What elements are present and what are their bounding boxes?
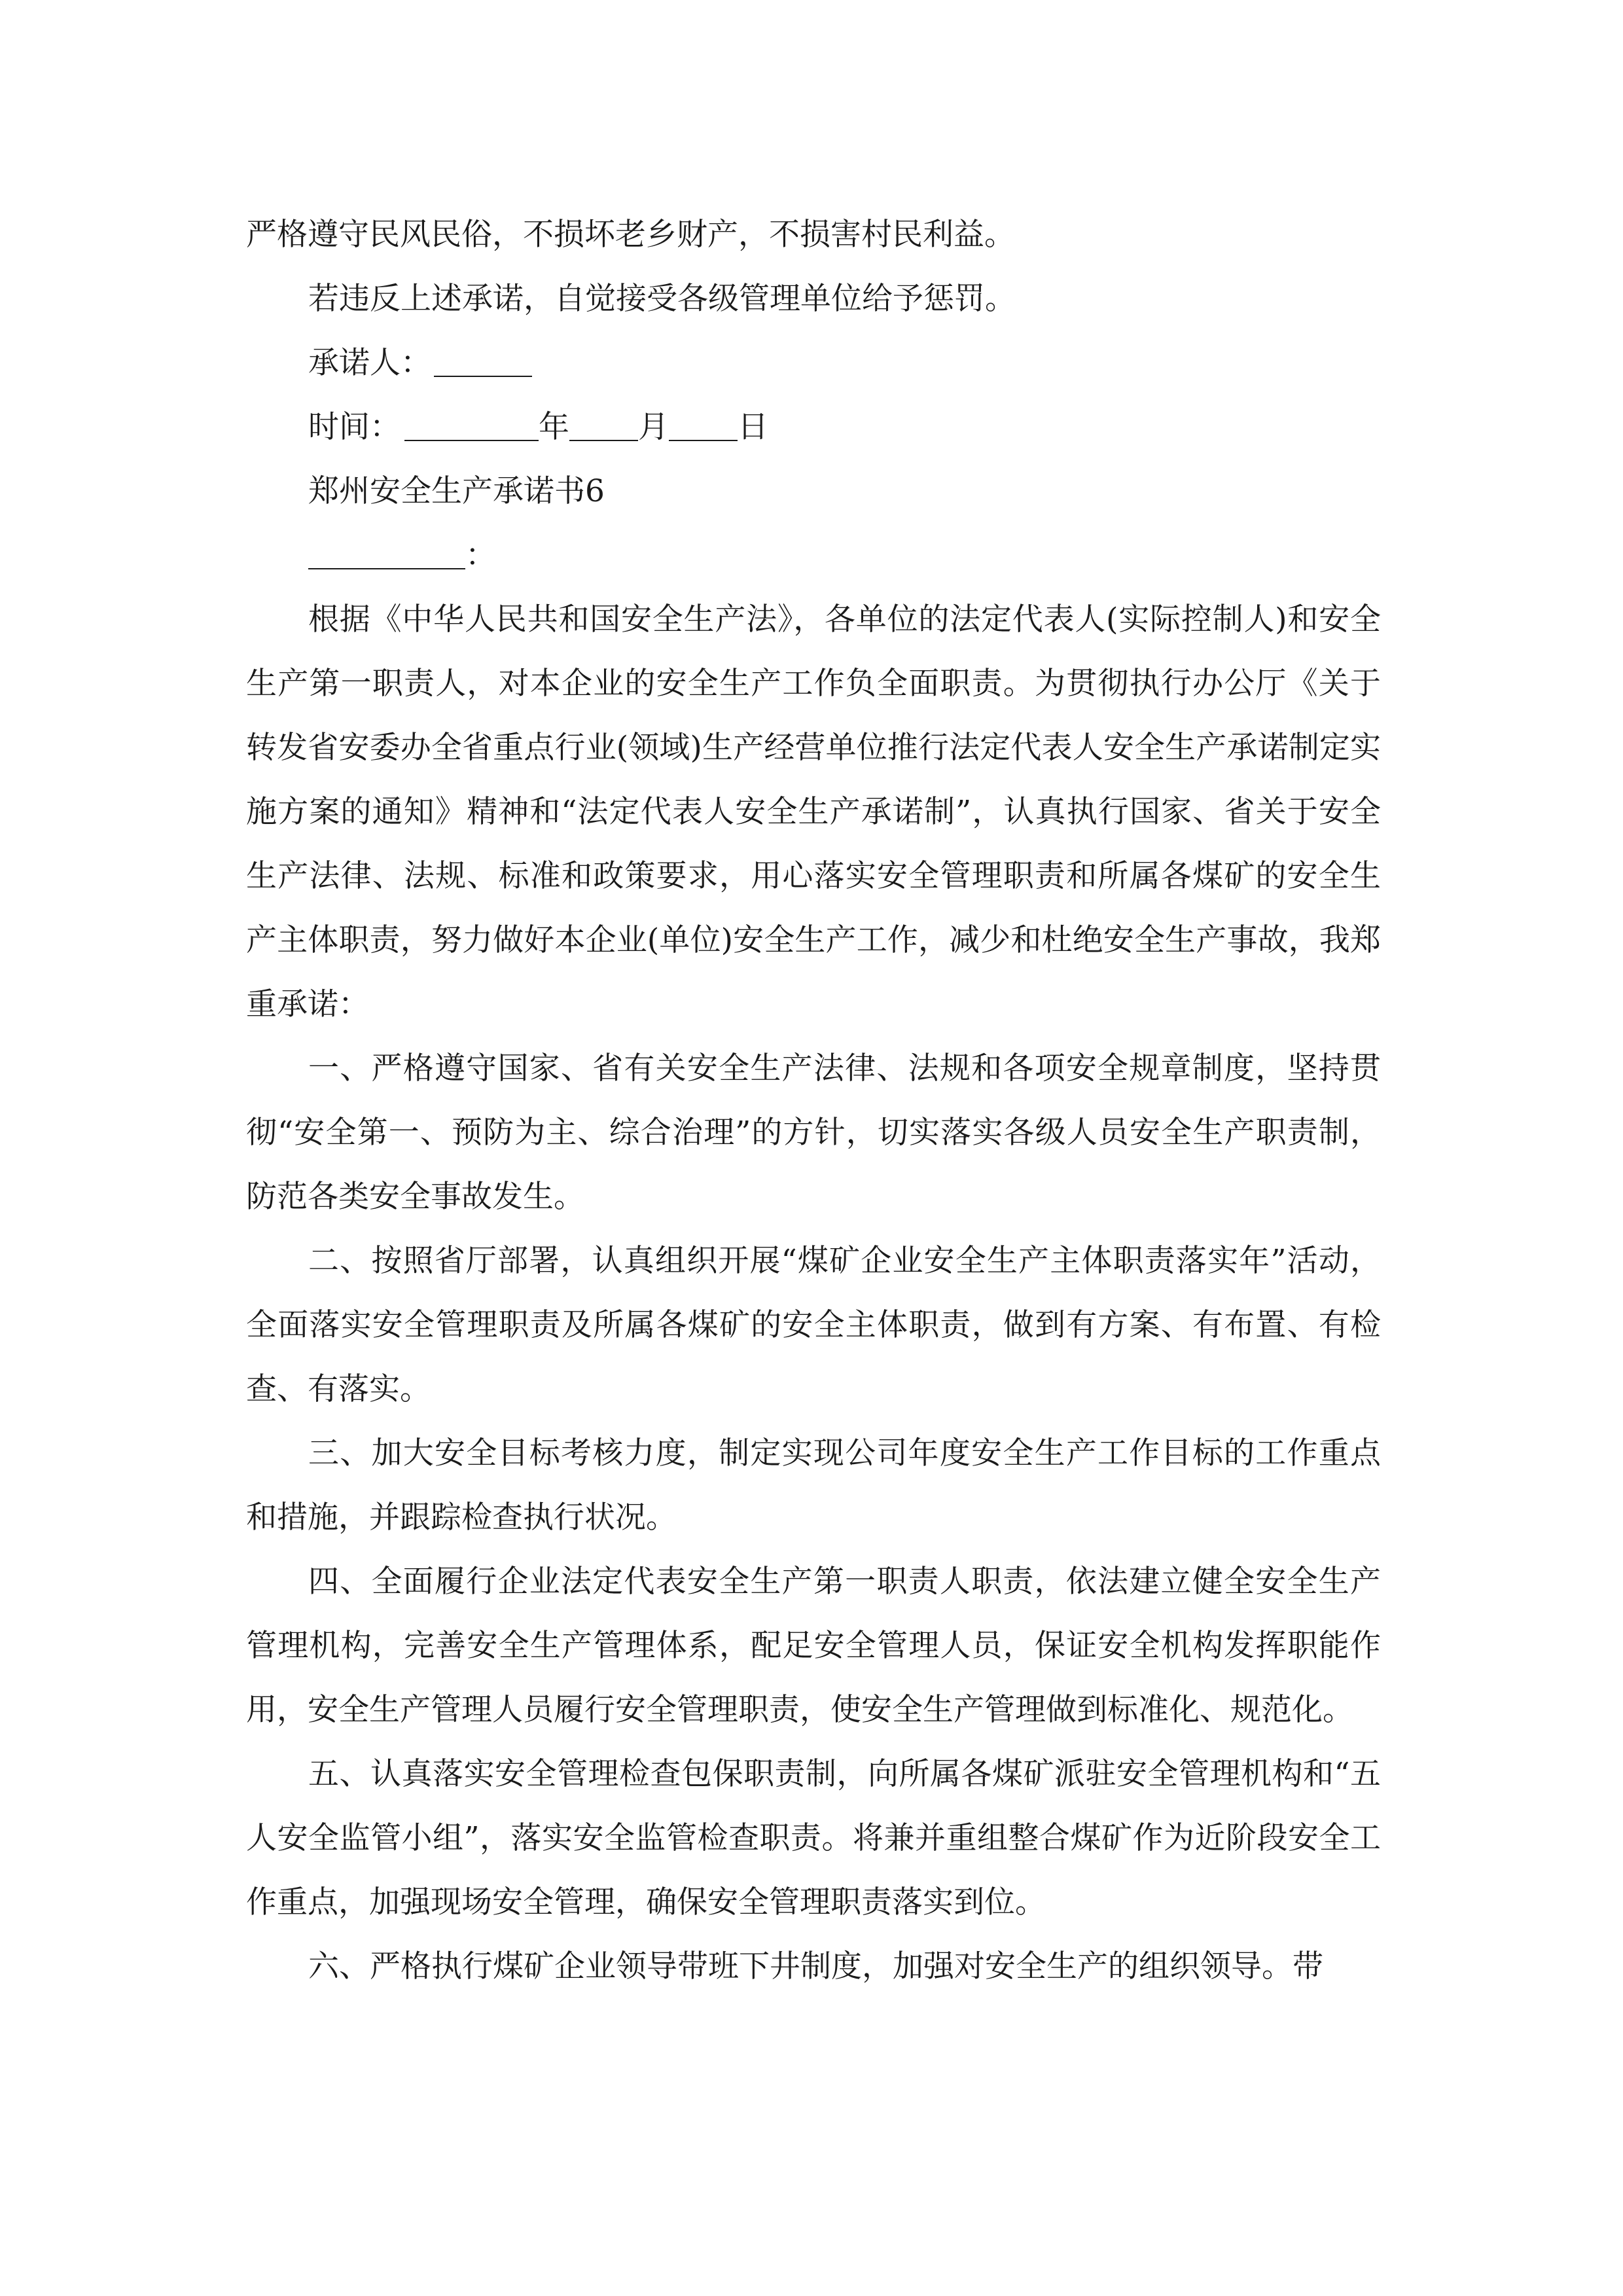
month-char: 月 bbox=[638, 409, 669, 445]
paragraph-item-5: 五、认真落实安全管理检查包保职责制，向所属各煤矿派驻安全管理机构和“五人安全监管小组”，落实安全监管检查职责。将兼并重组整合煤矿作为近阶段安全工作重点，加强现场安全管理，确保安全管理职责落实到位。 bbox=[246, 1756, 1381, 1920]
time-label: 时间： bbox=[308, 409, 401, 445]
paragraph-intro: 根据《中华人民共和国安全生产法》，各单位的法定代表人(实际控制人)和安全生产第一职责人，对本企业的安全生产工作负全面职责。为贯彻执行办公厅《关于转发省安委办全省重点行业(领域)生产经营单位推行法定代表人安全生产承诺制定实施方案的通知》精神和“法定代表人安全生产承诺制”，认真执行国家、省关于安全生产法律、法规、标准和政策要求，用心落实安全管理职责和所属各煤矿的安全生产主体职责，努力做好本企业(单位)安全生产工作，减少和杜绝安全生产事故，我郑重承诺： bbox=[246, 601, 1381, 1022]
paragraph-item-1: 一、严格遵守国家、省有关安全生产法律、法规和各项安全规章制度，坚持贯彻“安全第一、预防为主、综合治理”的方针，切实落实各级人员安全生产职责制，防范各类安全事故发生。 bbox=[246, 1050, 1381, 1215]
day-char: 日 bbox=[738, 409, 768, 445]
addressee-blank bbox=[308, 531, 465, 569]
document-heading: 郑州安全生产承诺书6 bbox=[308, 473, 605, 509]
signer-line bbox=[246, 331, 1381, 395]
date-line bbox=[246, 395, 1381, 459]
signer-label: 承诺人： bbox=[308, 345, 431, 381]
paragraph-item-6: 六、严格执行煤矿企业领导带班下井制度，加强对安全生产的组织领导。带 bbox=[308, 1948, 1323, 1984]
addressee-colon: ： bbox=[465, 537, 496, 573]
year-char: 年 bbox=[539, 409, 569, 445]
paragraph-item-2: 二、按照省厅部署，认真组织开展“煤矿企业安全生产主体职责落实年”活动，全面落实安全管理职责及所属各煤矿的安全主体职责，做到有方案、有布置、有检查、有落实。 bbox=[246, 1243, 1381, 1407]
year-blank bbox=[404, 403, 539, 441]
paragraph-item-3: 三、加大安全目标考核力度，制定实现公司年度安全生产工作目标的工作重点和措施，并跟踪检查执行状况。 bbox=[246, 1435, 1381, 1535]
violation-statement: 若违反上述承诺，自觉接受各级管理单位给予惩罚。 bbox=[308, 281, 1016, 317]
addressee-line bbox=[246, 524, 1381, 588]
text-line-customs: 严格遵守民风民俗，不损坏老乡财产，不损害村民利益。 bbox=[246, 217, 1015, 253]
signer-blank bbox=[434, 339, 532, 377]
month-blank bbox=[569, 403, 638, 441]
day-blank bbox=[669, 403, 738, 441]
document-page bbox=[246, 203, 1381, 1999]
paragraph-item-4: 四、全面履行企业法定代表安全生产第一职责人职责，依法建立健全安全生产管理机构，完善安全生产管理体系，配足安全管理人员，保证安全机构发挥职能作用，安全生产管理人员履行安全管理职责，使安全生产管理做到标准化、规范化。 bbox=[246, 1564, 1381, 1728]
